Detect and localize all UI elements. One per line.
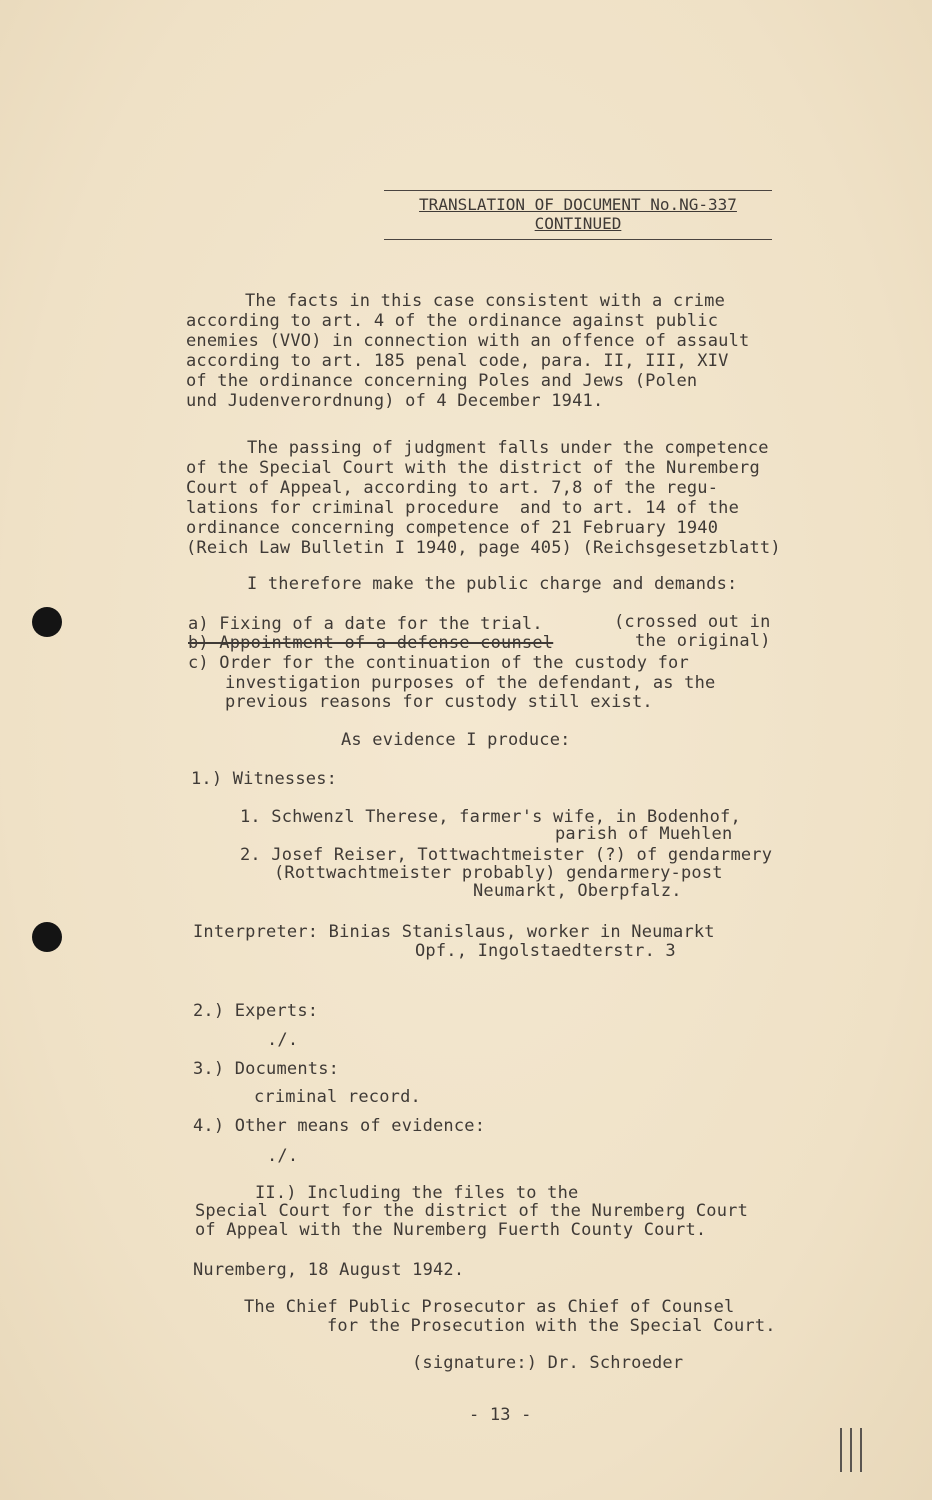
- demand-c-line: investigation purposes of the defendant, as the: [225, 673, 716, 693]
- signatory-line: for the Prosecution with the Special Court.: [327, 1316, 776, 1336]
- signature: (signature:) Dr. Schroeder: [412, 1353, 684, 1373]
- para1-line: enemies (VVO) in connection with an offence of assault: [186, 331, 750, 351]
- demand-c-line: previous reasons for custody still exist.: [225, 692, 653, 712]
- demand-b-struck: b) Appointment of a defense counsel: [188, 633, 554, 653]
- witness-line: (Rottwachtmeister probably) gendarmery-post: [274, 863, 723, 883]
- para1-line: und Judenverordnung) of 4 December 1941.: [186, 391, 604, 411]
- para2-line: lations for criminal procedure and to art. 14 of the: [186, 498, 740, 518]
- charge-intro: I therefore make the public charge and demands:: [247, 574, 738, 594]
- page-number: - 13 -: [469, 1405, 532, 1425]
- interpreter-line: Interpreter: Binias Stanislaus, worker in Neumarkt: [193, 922, 715, 942]
- crossed-note-1: (crossed out in: [614, 612, 771, 632]
- witnesses-heading: 1.) Witnesses:: [191, 769, 338, 789]
- witness-line: Neumarkt, Oberpfalz.: [473, 881, 682, 901]
- interpreter-line: Opf., Ingolstaedterstr. 3: [415, 941, 676, 961]
- experts-value: ./.: [267, 1030, 299, 1050]
- part2-line: of Appeal with the Nuremberg Fuerth County Court.: [195, 1220, 707, 1240]
- title-line-2: CONTINUED: [534, 214, 622, 233]
- title-line-1: TRANSLATION OF DOCUMENT No.NG-337: [419, 195, 737, 214]
- witness-line: 1. Schwenzl Therese, farmer's wife, in Bodenhof,: [240, 807, 741, 827]
- para2-line: (Reich Law Bulletin I 1940, page 405) (Reichsgesetzblatt): [186, 538, 781, 558]
- place-date: Nuremberg, 18 August 1942.: [193, 1260, 465, 1280]
- para2-line: The passing of judgment falls under the competence: [247, 438, 769, 458]
- witness-line: parish of Muehlen: [555, 824, 733, 844]
- documents-heading: 3.) Documents:: [193, 1059, 340, 1079]
- document-title: [384, 190, 772, 240]
- other-evidence-value: ./.: [267, 1146, 299, 1166]
- documents-value: criminal record.: [254, 1087, 421, 1107]
- demand-a: a) Fixing of a date for the trial.: [188, 614, 543, 634]
- part2-line: Special Court for the district of the Nuremberg Court: [195, 1201, 749, 1221]
- para2-line: of the Special Court with the district of the Nuremberg: [186, 458, 760, 478]
- evidence-intro: As evidence I produce:: [341, 730, 571, 750]
- signatory-line: The Chief Public Prosecutor as Chief of Counsel: [244, 1297, 735, 1317]
- experts-heading: 2.) Experts:: [193, 1001, 319, 1021]
- crossed-note-2: the original): [635, 631, 771, 651]
- tally-mark: [838, 1428, 866, 1472]
- para1-line: according to art. 185 penal code, para. II, III, XIV: [186, 351, 729, 371]
- punch-hole-top: [32, 607, 62, 637]
- para1-line: according to art. 4 of the ordinance against public: [186, 311, 719, 331]
- punch-hole-bottom: [32, 922, 62, 952]
- para1-line: The facts in this case consistent with a crime: [245, 291, 726, 311]
- demand-c-line: c) Order for the continuation of the custody for: [188, 653, 689, 673]
- para2-line: ordinance concerning competence of 21 February 1940: [186, 518, 719, 538]
- para1-line: of the ordinance concerning Poles and Jews (Polen: [186, 371, 698, 391]
- other-evidence-heading: 4.) Other means of evidence:: [193, 1116, 486, 1136]
- para2-line: Court of Appeal, according to art. 7,8 of the regu-: [186, 478, 719, 498]
- part2-line: II.) Including the files to the: [255, 1183, 579, 1203]
- witness-line: 2. Josef Reiser, Tottwachtmeister (?) of gendarmery: [240, 845, 773, 865]
